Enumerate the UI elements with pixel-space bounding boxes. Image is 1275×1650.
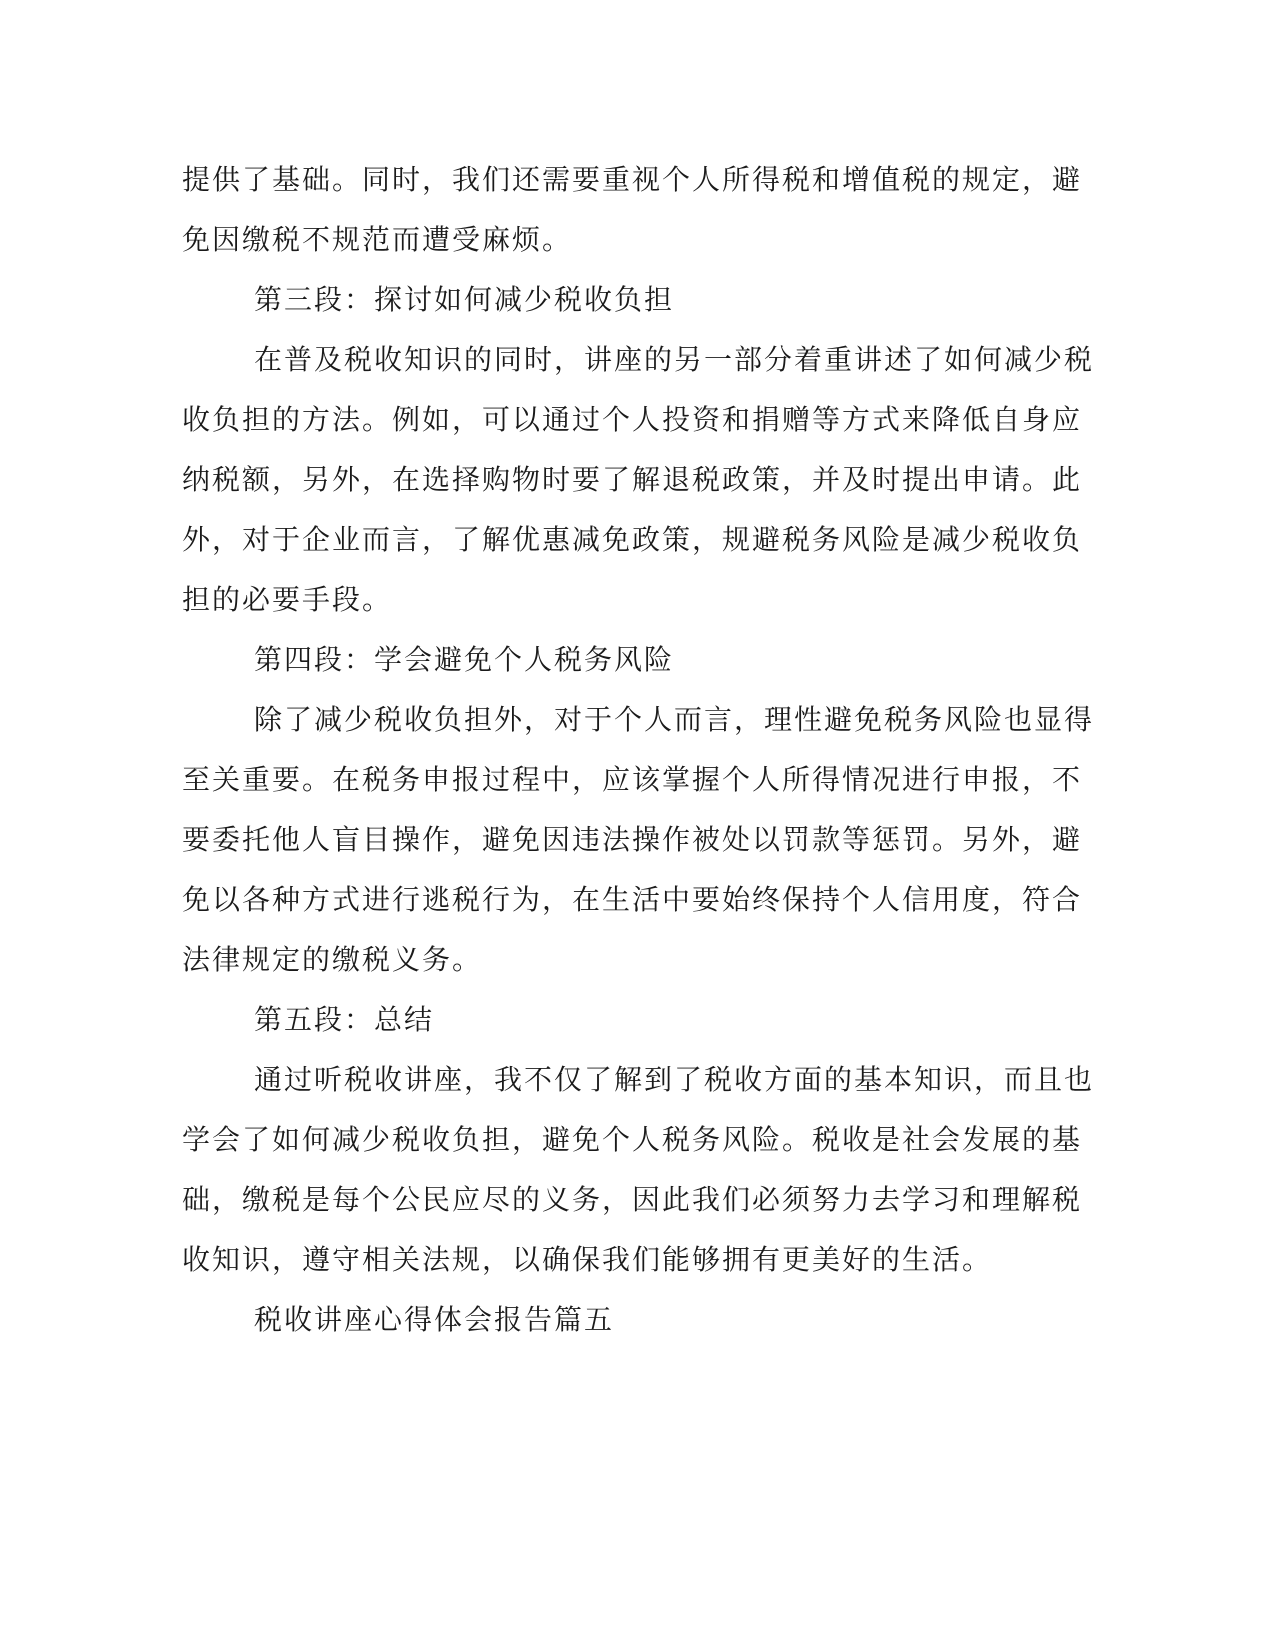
section-heading-4	[182, 630, 1032, 690]
paragraph-4	[182, 690, 1095, 990]
section-title-line: 税收讲座心得体会报告篇五	[254, 1303, 615, 1336]
text-line: 免以各种方式进行逃税行为，在生活中要始终保持个人信用度，符合	[182, 883, 1083, 916]
text-line: 法律规定的缴税义务。	[182, 943, 483, 976]
document-page	[182, 150, 1095, 1350]
text-line: 纳税额，另外，在选择购物时要了解退税政策，并及时提出申请。此	[182, 463, 1083, 496]
paragraph-5	[182, 1050, 1095, 1290]
paragraph-intro-end	[182, 150, 1083, 270]
section-heading-5	[182, 990, 1032, 1050]
text-line: 收知识，遵守相关法规，以确保我们能够拥有更美好的生活。	[182, 1243, 993, 1276]
paragraph-3	[182, 330, 1095, 630]
text-line: 在普及税收知识的同时，讲座的另一部分着重讲述了如何减少税	[254, 343, 1095, 376]
text-line: 除了减少税收负担外，对于个人而言，理性避免税务风险也显得	[254, 703, 1095, 736]
text-line: 要委托他人盲目操作，避免因违法操作被处以罚款等惩罚。另外，避	[182, 823, 1083, 856]
text-line: 础，缴税是每个公民应尽的义务，因此我们必须努力去学习和理解税	[182, 1183, 1083, 1216]
section-heading-3	[182, 270, 1032, 330]
text-line: 收负担的方法。例如，可以通过个人投资和捐赠等方式来降低自身应	[182, 403, 1083, 436]
text-line: 学会了如何减少税收负担，避免个人税务风险。税收是社会发展的基	[182, 1123, 1083, 1156]
heading-line: 第四段：学会避免个人税务风险	[254, 643, 675, 676]
text-line: 至关重要。在税务申报过程中，应该掌握个人所得情况进行申报，不	[182, 763, 1083, 796]
text-line: 担的必要手段。	[182, 583, 393, 616]
heading-line: 第三段：探讨如何减少税收负担	[254, 283, 675, 316]
text-line: 外，对于企业而言，了解优惠减免政策，规避税务风险是减少税收负	[182, 523, 1083, 556]
section-title	[182, 1290, 1032, 1350]
heading-line: 第五段：总结	[254, 1003, 435, 1036]
text-line: 提供了基础。同时，我们还需要重视个人所得税和增值税的规定，避	[182, 163, 1083, 196]
text-line: 通过听税收讲座，我不仅了解到了税收方面的基本知识，而且也	[254, 1063, 1095, 1096]
text-line: 免因缴税不规范而遭受麻烦。	[182, 223, 573, 256]
